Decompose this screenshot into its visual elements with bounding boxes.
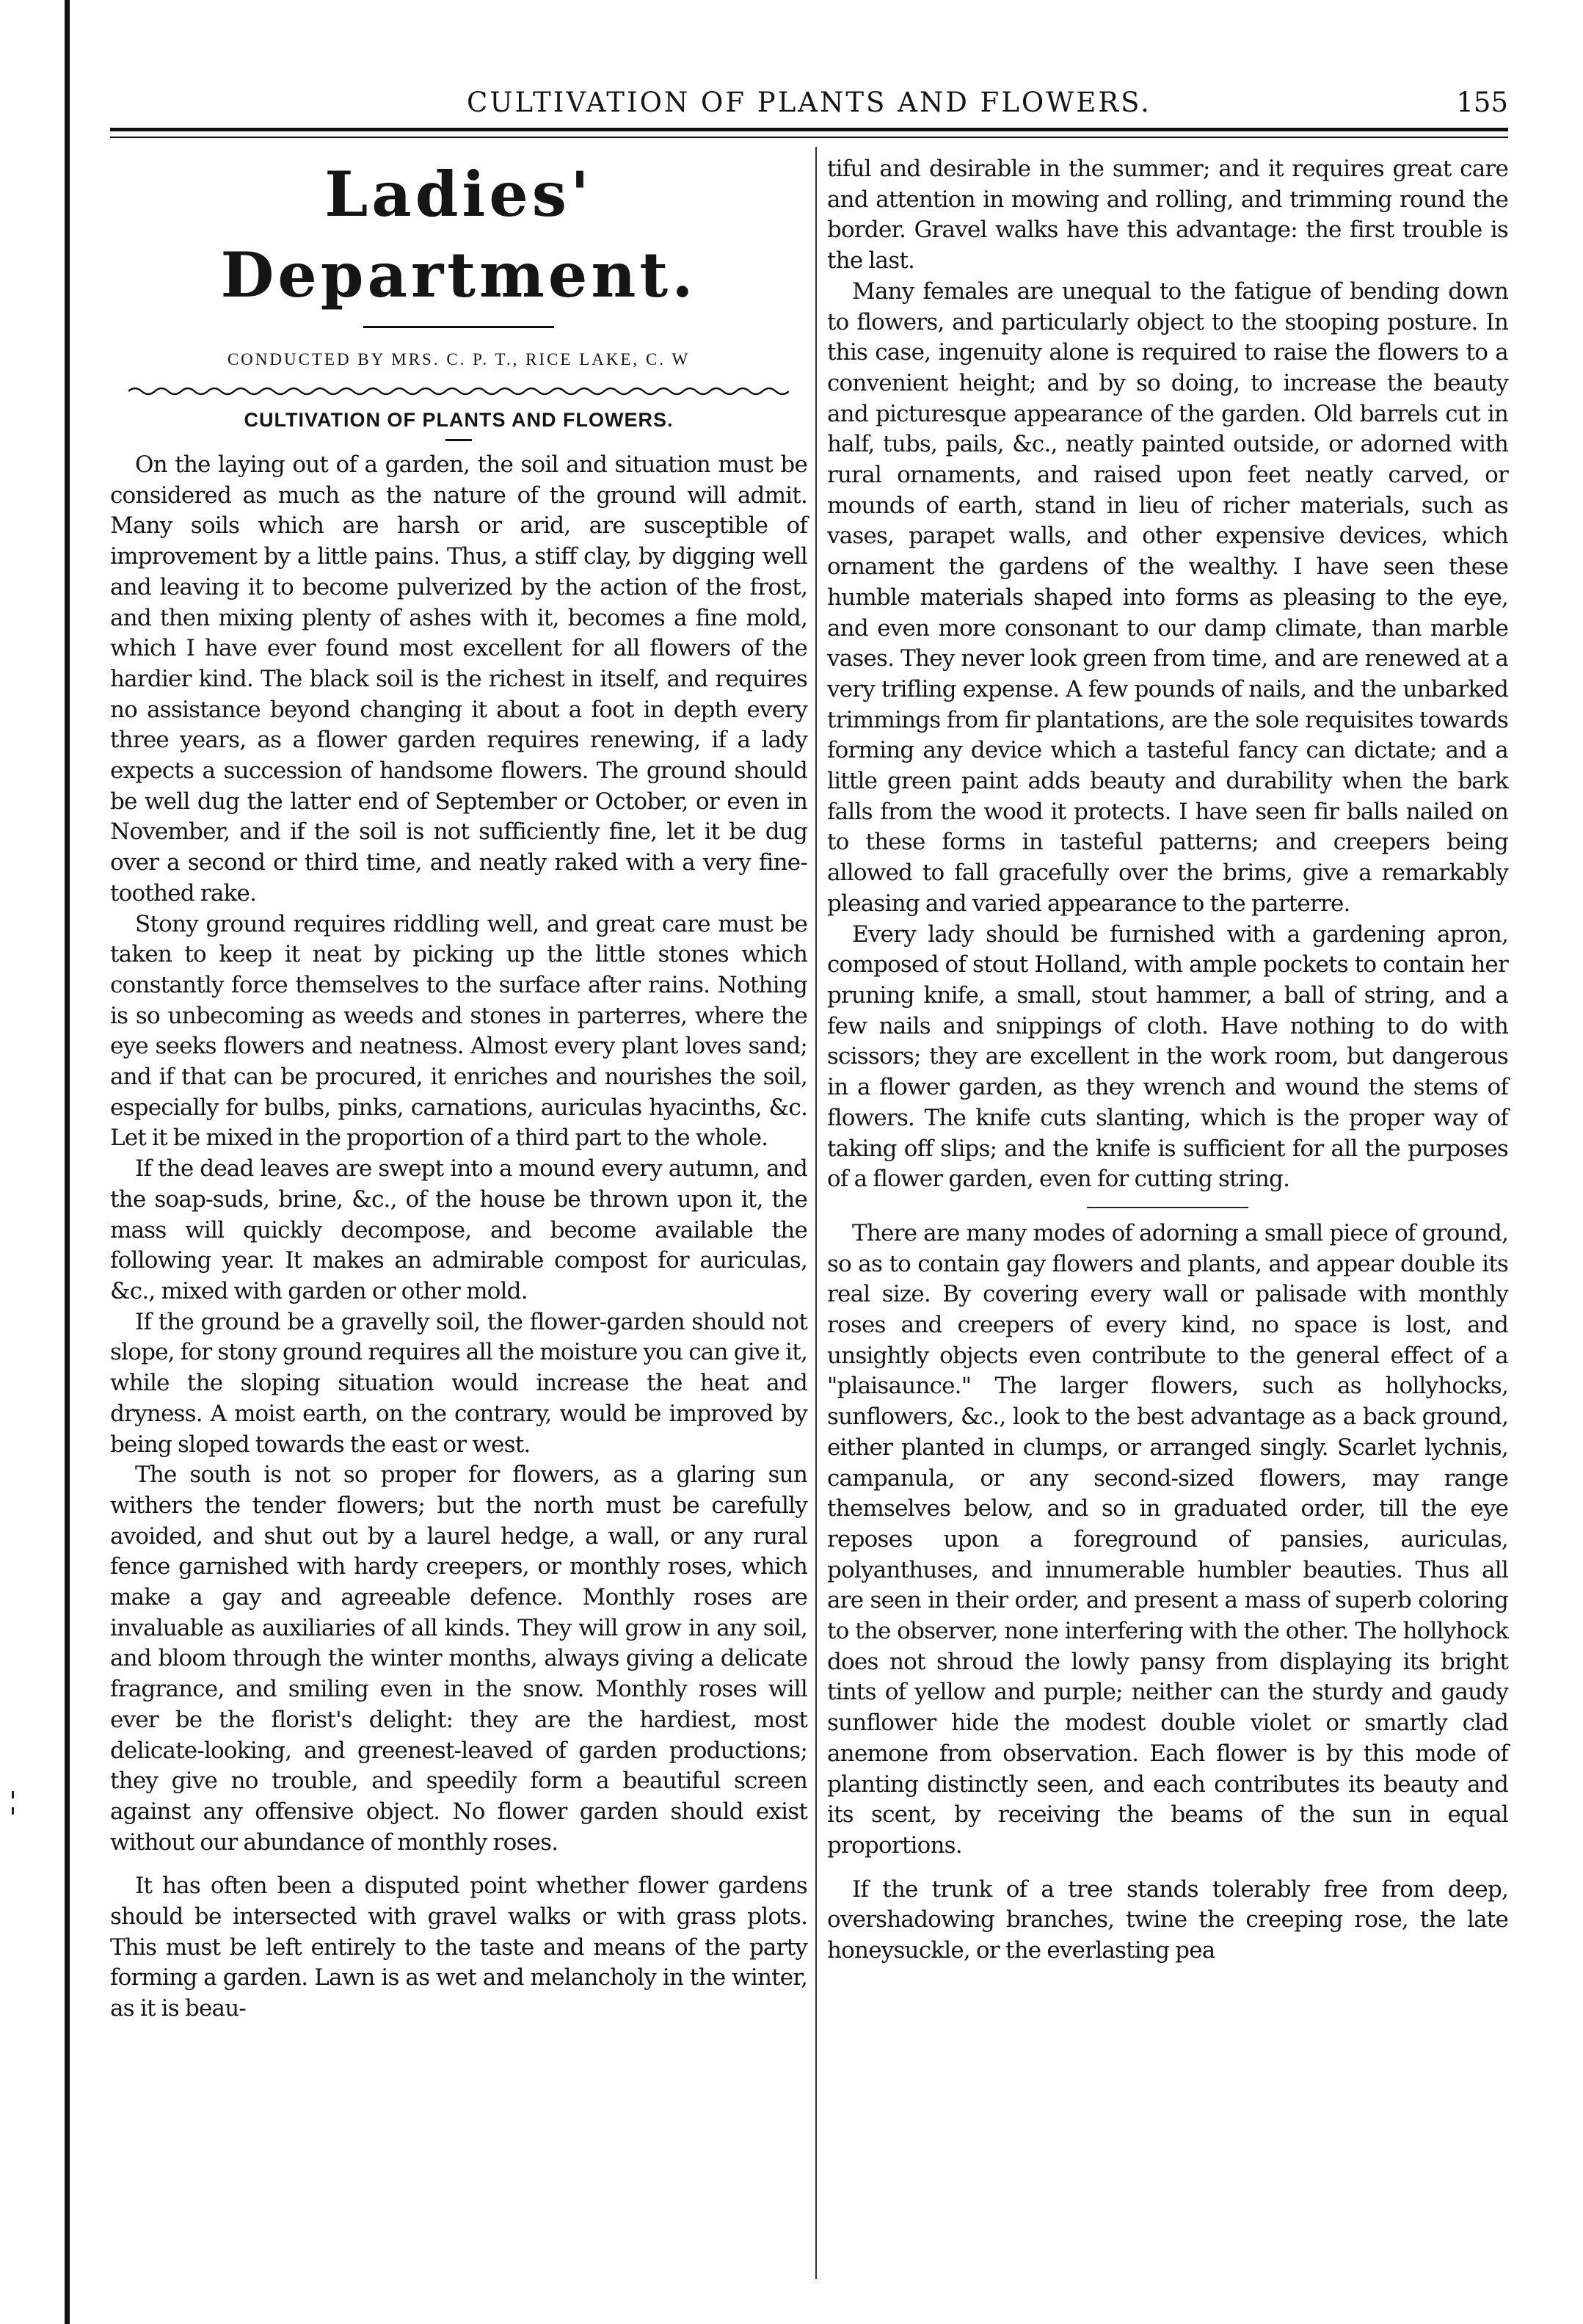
margin-mark	[12, 1807, 14, 1815]
paragraph: Every lady should be furnished with a gardening apron, composed of stout Holland, with ample pockets to contain her pruning knife, a small, stout hammer, a ball of string, and a few nails and snippings of cloth. Have nothing to do with scissors; they are excellent in the work room, but dangerous in a flower garden, as they wrench and wound the stems of flowers. The knife cuts slanting, which is the proper way of taking off slips; and the knife is sufficient for all the purposes of a flower garden, even for cutting string.	[827, 920, 1508, 1193]
right-column	[827, 154, 1508, 1967]
paragraph: On the laying out of a garden, the soil and situation must be considered as much as the nature of the ground will admit. Many soils which are harsh or arid, are susceptible of improvement by a little pains. Thus, a stiff clay, by digging well and leaving it to become pulverized by the action of the frost, and then mixing plenty of ashes with it, becomes a fine mold, which I have ever found most excellent for all flowers of the hardier kind. The black soil is the richest in itself, and requires no assistance beyond changing it about a foot in depth every three years, as a flower garden requires renewing, if a lady expects a succession of handsome flowers. The ground should be well dug the latter end of September or October, or even in November, and if the soil is not sufficiently fine, let it be dug over a second or third time, and neatly raked with a very fine-toothed rake.	[110, 451, 807, 907]
header-rule-thick	[110, 128, 1508, 131]
decorative-wave-rule	[128, 385, 789, 397]
column-divider	[815, 147, 817, 2279]
page-number: 155	[1456, 87, 1508, 118]
department-byline: CONDUCTED BY MRS. C. P. T., RICE LAKE, C. W	[227, 350, 691, 368]
paragraph: It has often been a disputed point whether flower gardens should be intersected with gravel walks or with grass plots. This must be left entirely to the taste and means of the party forming a garden. Lawn is as wet and melancholy in the winter, as it is beau-	[110, 1873, 807, 2022]
title-underline	[363, 326, 554, 328]
header-rule-thin	[110, 137, 1508, 138]
paragraph: If the trunk of a tree stands tolerably free from deep, overshadowing branches, twine the creeping rose, the late honeysuckle, or the everlasting pea	[827, 1875, 1508, 1964]
margin-mark	[12, 1791, 14, 1798]
running-header	[110, 87, 1508, 131]
paragraph: The south is not so proper for flowers, as a glaring sun withers the tender flowers; but the north must be carefully avoided, and shut out by a laurel hedge, a wall, or any rural fence garnished with hardy creepers, or monthly roses, which make a gay and agreeable defence. Monthly roses are invaluable as auxiliaries of all kinds. They will grow in any soil, and bloom through the winter months, always giving a delicate fragrance, and smiling even in the snow. Monthly roses will ever be the florist's delight: they are the hardiest, most delicate-looking, and greenest-leaved of garden productions; they give no trouble, and speedily form a beautiful screen against any offensive object. No flower garden should exist without our abundance of monthly roses.	[110, 1461, 807, 1856]
article-title-rule	[445, 439, 472, 441]
paragraph: There are many modes of adorning a small piece of ground, so as to contain gay flowers and plants, and appear double its real size. By covering every wall or palisade with monthly roses and creepers of every kind, no space is lost, and unsightly objects even contribute to the general effect of a "plaisaunce." The larger flowers, such as hollyhocks, sunflowers, &c., look to the best advantage as a back ground, either planted in clumps, or arranged singly. Scarlet lychnis, campanula, or any second-sized flowers, may range themselves below, and so in graduated order, till the eye reposes upon a foreground of pansies, auriculas, polyanthuses, and innumerable humbler beauties. Thus all are seen in their order, and present a mass of superb coloring to the observer, none interfering with the other. The hollyhock does not shroud the lowly pansy from displaying its bright tints of yellow and purple; neither can the sturdy and gaudy sunflower hide the modest double violet or smartly clad anemone from observation. Each flower is by this mode of planting distinctly seen, and each contributes its beauty and its scent, by receiving the beams of the sun in equal proportions.	[827, 1219, 1508, 1859]
section-separator	[1087, 1207, 1248, 1208]
paragraph: If the ground be a gravelly soil, the flower-garden should not slope, for stony ground requires all the moisture you can give it, while the sloping situation would increase the heat and dryness. A moist earth, on the contrary, would be improved by being sloped towards the east or west.	[110, 1308, 807, 1458]
binding-edge-rule	[65, 0, 70, 2324]
running-title: CULTIVATION OF PLANTS AND FLOWERS.	[467, 87, 1151, 118]
department-title: Ladies' Department.	[220, 158, 697, 311]
article-title: CULTIVATION OF PLANTS AND FLOWERS.	[244, 409, 674, 431]
paragraph: If the dead leaves are swept into a mound every autumn, and the soap-suds, brine, &c., of the house be thrown upon it, the mass will quickly decompose, and become available the following year. It makes an admirable compost for auriculas, &c., mixed with garden or other mold.	[110, 1155, 807, 1304]
left-column	[110, 154, 807, 2025]
paragraph: Stony ground requires riddling well, and great care must be taken to keep it neat by picking up the little stones which constantly force themselves to the surface after rains. Nothing is so unbecoming as weeds and stones in parterres, where the eye seeks flowers and neatness. Almost every plant loves sand; and if that can be procured, it enriches and nourishes the soil, especially for bulbs, pinks, carnations, auriculas hyacinths, &c. Let it be mixed in the proportion of a third part to the whole.	[110, 910, 807, 1152]
paragraph: Many females are unequal to the fatigue of bending down to flowers, and particularly object to the stooping posture. In this case, ingenuity alone is required to raise the flowers to a convenient height; and by so doing, to increase the beauty and picturesque appearance of the garden. Old barrels cut in half, tubs, pails, &c., neatly painted outside, or adorned with rural ornaments, and raised upon feet neatly carved, or mounds of earth, stand in lieu of richer materials, such as vases, parapet walls, and other expensive devices, which ornament the gardens of the wealthy. I have seen these humble materials shaped into forms as pleasing to the eye, and even more consonant to our damp climate, than marble vases. They never look green from time, and are renewed at a very trifling expense. A few pounds of nails, and the unbarked trimmings from fir plantations, are the sole requisites towards forming any device which a tasteful fancy can dictate; and a little green paint adds beauty and durability when the bark falls from the wood it protects. I have seen fir balls nailed on to these forms in tasteful patterns; and creepers being allowed to fall gracefully over the brims, give a remarkably pleasing and varied appearance to the parterre.	[827, 277, 1508, 917]
paragraph: tiful and desirable in the summer; and it requires great care and attention in mowing and rolling, and trimming round the border. Gravel walks have this advantage: the first trouble is the last.	[827, 156, 1508, 275]
